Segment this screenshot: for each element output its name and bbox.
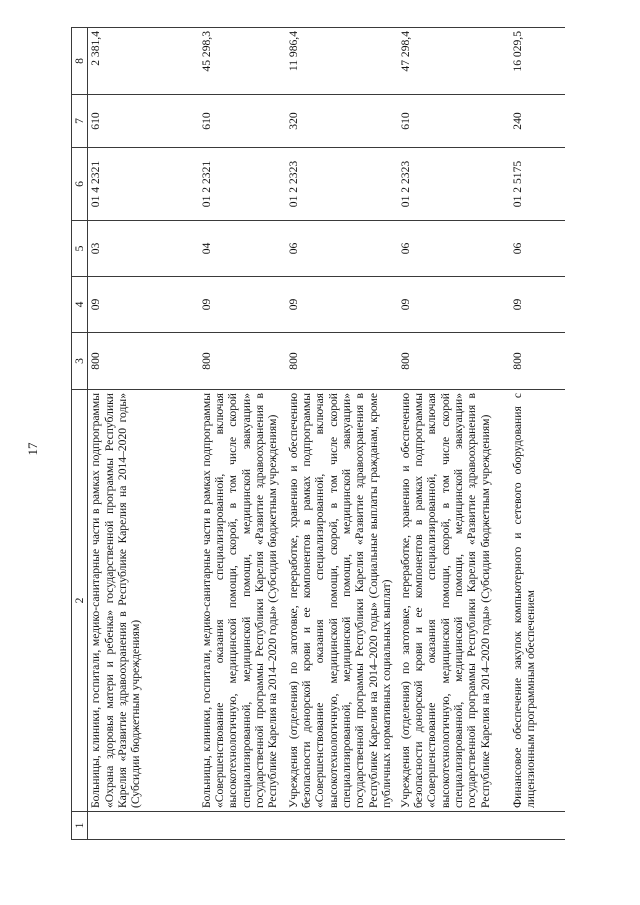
row-index-cell [510,812,565,840]
page-number: 17 [25,442,40,456]
amount: 2 381,4 [88,28,199,95]
department-code: 800 [199,333,286,390]
column-header: 7 [72,95,88,148]
target-article-code: 01 2 2323 [286,148,398,221]
department-code: 800 [510,333,565,390]
table-row [510,28,565,840]
row-index-cell [88,812,199,840]
expense-type-code: 320 [286,95,398,148]
expense-name: Больницы, клиники, госпитали, медико-санитарные части в рамках подпрограммы «Охрана здоровья матери и ребенка» государственной программы Республики Карелия «Развитие здравоохранения в Республике Карелия на 2014–2020 годы» (Субсидии бюджетным учреждениям) [88,390,199,812]
section-code: 09 [88,277,199,333]
subsection-code: 03 [88,221,199,277]
amount: 47 298,4 [398,28,510,95]
table-row [286,28,398,840]
column-header: 2 [72,390,88,812]
subsection-code: 04 [199,221,286,277]
expense-name: Учреждения (отделения) по заготовке, переработке, хранению и обеспечению безопасности донорской крови и ее компонентов в рамках подпрограммы «Совершенствование оказания специализированной, включая высокотехнологичную, медицинской помощи, скорой, в том числе скорой специализированной, медицинской помощи, медицинской эвакуации» государственной программы Республики Карелия «Развитие здравоохранения в Республике Карелия на 2014–2020 годы» (Субсидии бюджетным учреждениям) [398,390,510,812]
expense-type-code: 610 [88,95,199,148]
column-header: 5 [72,221,88,277]
department-code: 800 [398,333,510,390]
section-code: 09 [510,277,565,333]
subsection-code: 06 [398,221,510,277]
column-header: 1 [72,812,88,840]
expense-type-code: 610 [199,95,286,148]
target-article-code: 01 4 2321 [88,148,199,221]
amount: 11 986,4 [286,28,398,95]
table-header-row [72,28,88,840]
column-header: 4 [72,277,88,333]
column-header: 8 [72,28,88,95]
department-code: 800 [286,333,398,390]
table-header [72,28,88,840]
budget-table-page [71,28,567,840]
subsection-code: 06 [286,221,398,277]
section-code: 09 [199,277,286,333]
expense-name: Учреждения (отделения) по заготовке, переработке, хранению и обеспечению безопасности донорской крови и ее компонентов в рамках подпрограммы «Совершенствование оказания специализированной, включая высокотехнологичную, медицинской помощи, скорой, в том числе скорой специализированной, медицинской помощи, медицинской эвакуации» государственной программы Республики Карелия «Развитие здравоохранения в Республике Карелия на 2014–2020 годы» (Социальные выплаты гражданам, кроме публичных нормативных социальных выплат) [286,390,398,812]
table-row [398,28,510,840]
expense-name: Финансовое обеспечение закупок компьютерного и сетевого оборудования с лицензионным программным обеспечением [510,390,565,812]
expense-type-code: 240 [510,95,565,148]
row-index-cell [199,812,286,840]
section-code: 09 [286,277,398,333]
expense-name: Больницы, клиники, госпитали, медико-санитарные части в рамках подпрограммы «Совершенствование оказания специализированной, включая высокотехнологичную, медицинской помощи, скорой, в том числе скорой специализированной, медицинской помощи, медицинской эвакуации» государственной программы Республики Карелия «Развитие здравоохранения в Республике Карелия на 2014–2020 годы» (Субсидии бюджетным учреждениям) [199,390,286,812]
expense-type-code: 610 [398,95,510,148]
target-article-code: 01 2 2323 [398,148,510,221]
table-row [199,28,286,840]
column-header: 6 [72,148,88,221]
budget-table [71,27,565,840]
amount: 45 298,3 [199,28,286,95]
table-row [88,28,199,840]
row-index-cell [286,812,398,840]
subsection-code: 06 [510,221,565,277]
column-header: 3 [72,333,88,390]
row-index-cell [398,812,510,840]
department-code: 800 [88,333,199,390]
amount: 16 029,5 [510,28,565,95]
target-article-code: 01 2 2321 [199,148,286,221]
target-article-code: 01 2 5175 [510,148,565,221]
section-code: 09 [398,277,510,333]
